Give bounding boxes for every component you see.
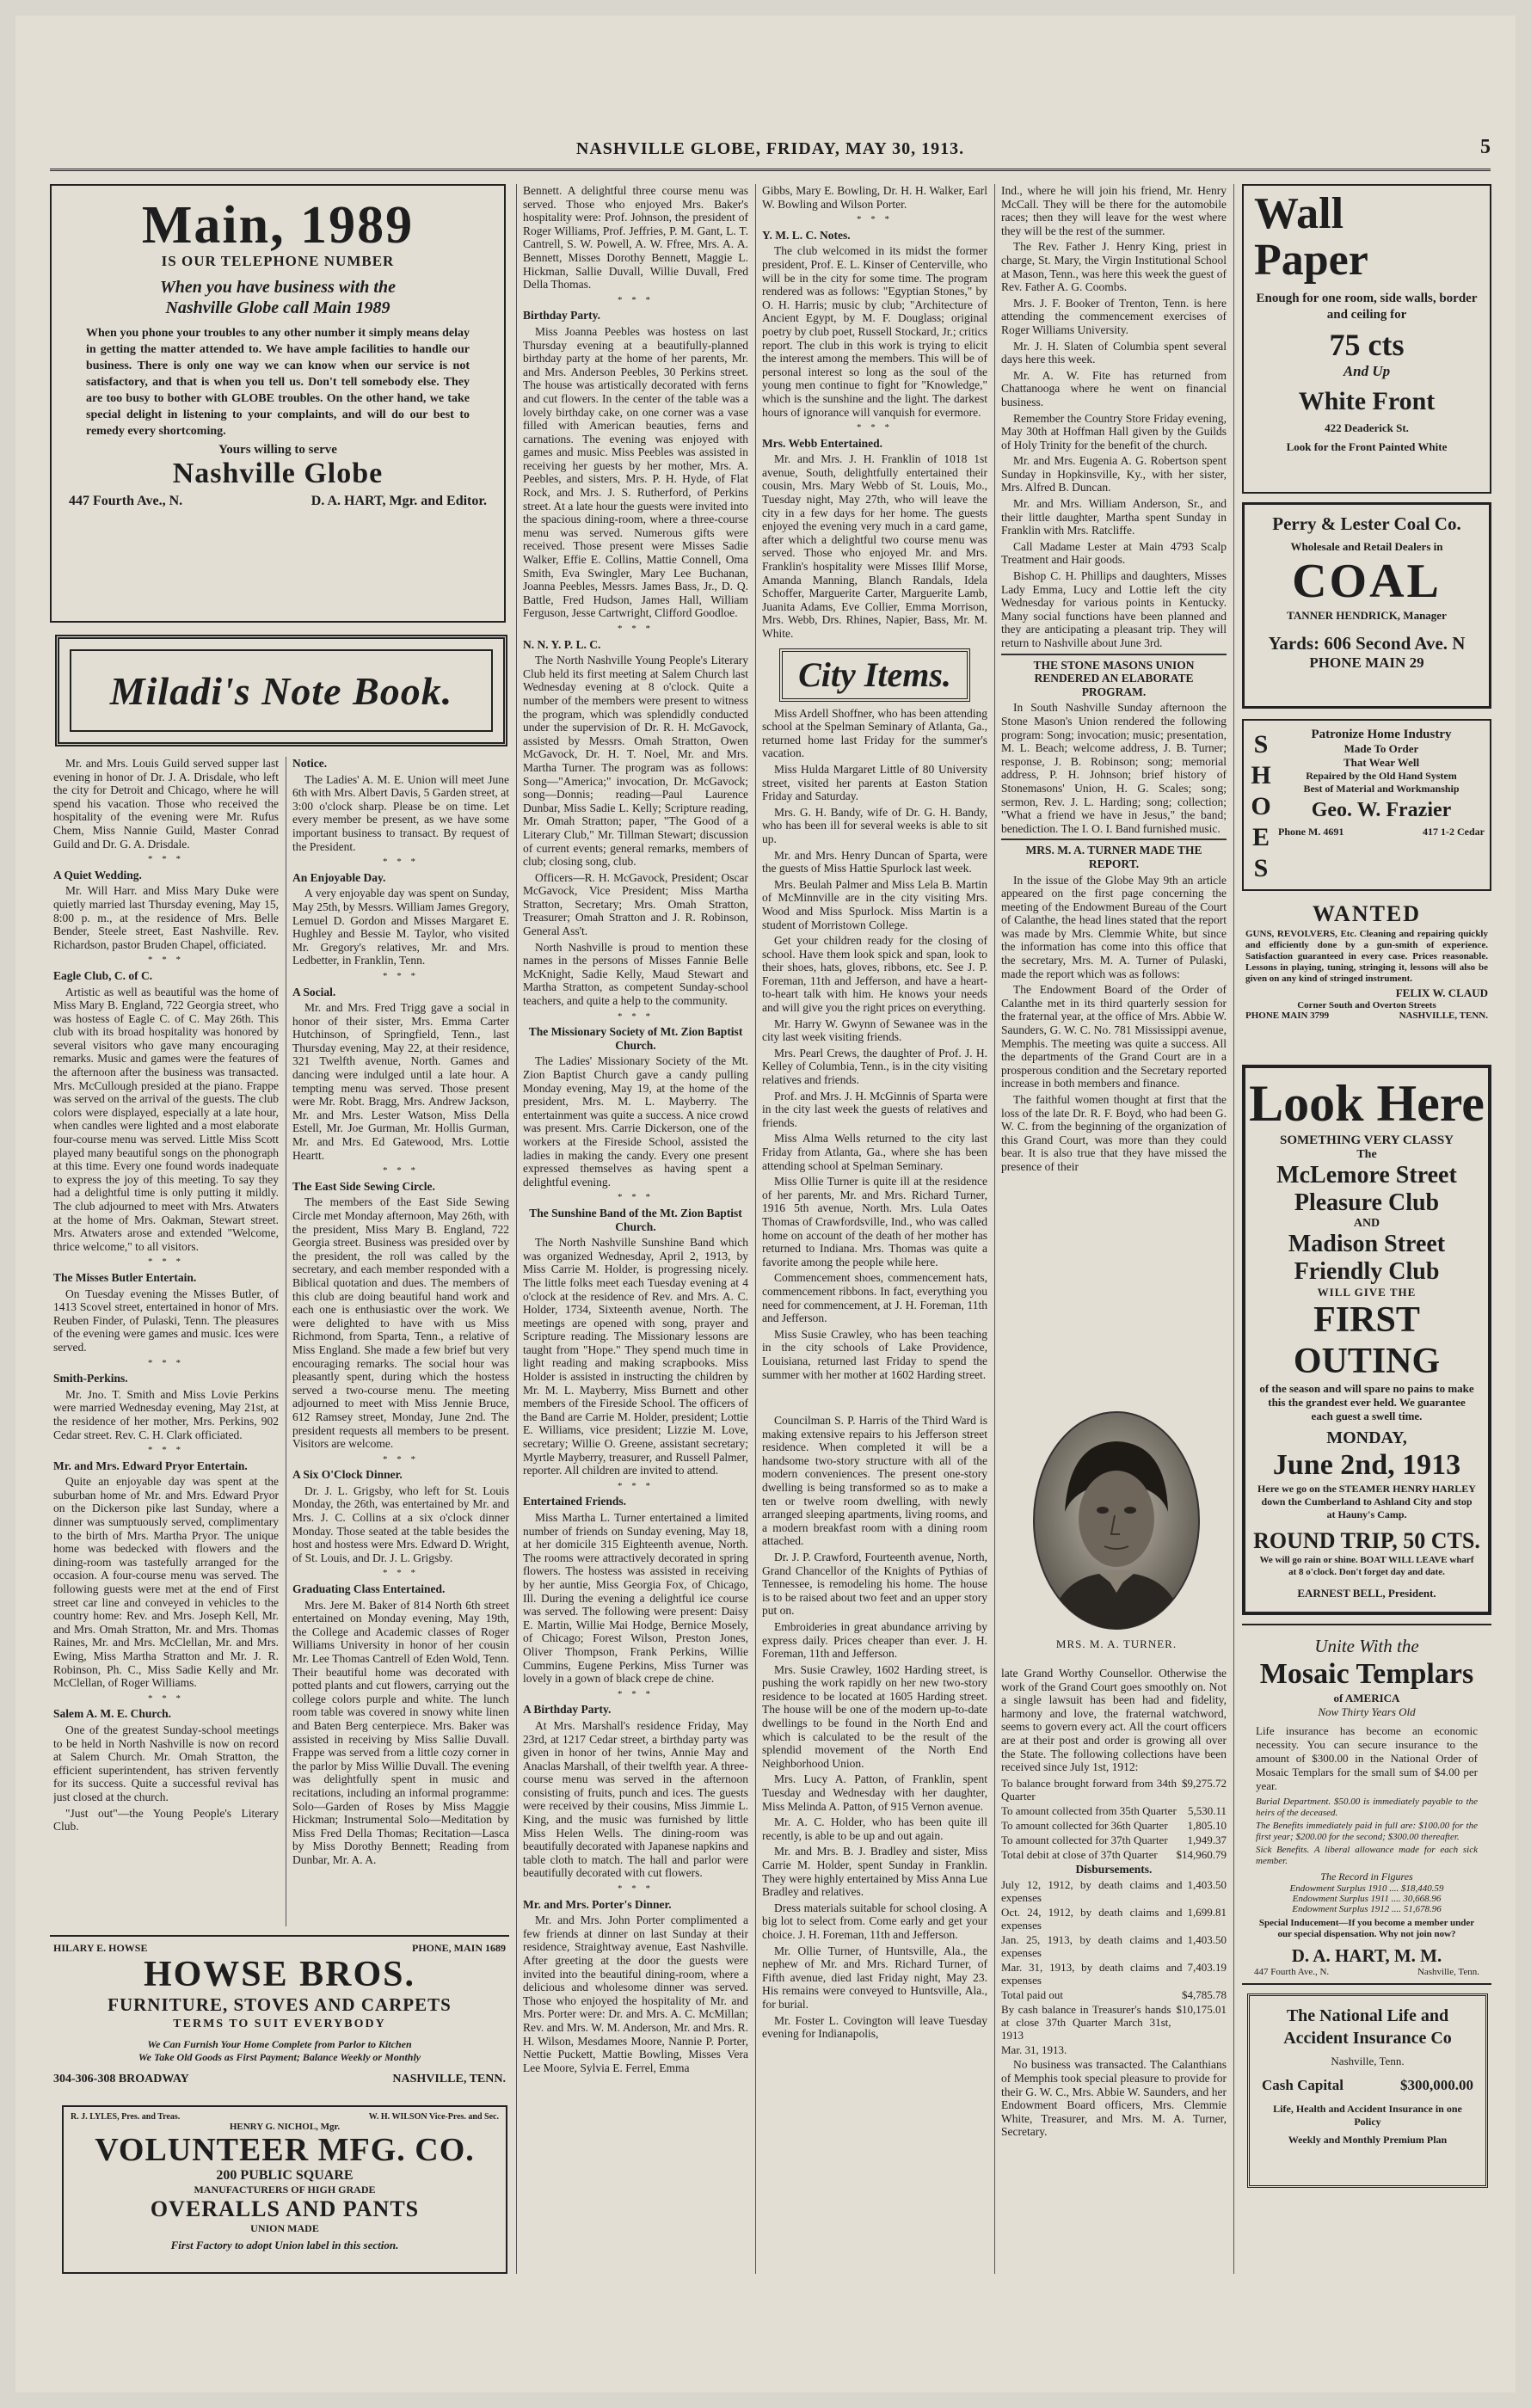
telephone-ad-title: Main, 1989 <box>141 196 415 255</box>
national-line2: Weekly and Monthly Premium Plan <box>1288 2134 1448 2146</box>
ledger-amount: $4,785.78 <box>1182 1988 1227 2002</box>
separator: * * * <box>618 294 654 305</box>
col3-paragraph-2: The North Nashville Young People's Literary Club held its first meeting at Salem Church last Wednesday evening at 8 o'clock. Quite a number of the members were present to witness the program, which was splendidly conducted under the supervision of Dr. R. H. McGavock, assisted by Messrs. Omah Stratton, Owen McGavock, Dr. H. T. Noel, Mr. and Mrs. Martha Turner. The program was as follows: Song—"America;" invocation, Dr. McGavock; song—Donnis; reading—Paul Laurence Dunbar, Miss Sadie L. Kelly; Scripture reading, Mr. Omah Stratton; paper, "The Good of a Literary Club," Mr. Tillman Stewart; discussion of current events; general remarks, members of club; closing song, club. <box>523 654 748 869</box>
col4-paragraph-0: Gibbs, Mary E. Bowling, Dr. H. H. Walker, Earl W. Bowling and Wilson Porter. <box>762 184 987 211</box>
city-item-10: Miss Alma Wells returned to the city last Friday from Atlanta, Ga., where she has been attending school at Spelman Seminary. <box>762 1132 987 1172</box>
wanted-ad <box>1242 901 1491 1056</box>
national-title: The National Life and Accident Insurance Co <box>1283 2006 1452 2048</box>
col2-paragraph-4: The members of the East Side Sewing Circle met Monday afternoon, May 26th, with the president, Miss Mary B. England, 722 Georgia street. Business was presided over by the president, the roll was called by the secretary, and each member responded with a Biblical quotation and dues. The members of this club are doing beautiful hand work and each one is enthusiastic over the work. We were delighted to have with us Miss Richmond, from Sparta, Tenn., a relative of Miss England. She made a few brief but very encouraging remarks. The social hour was pleasantly spent, during which the hostess served a two-course menu. The meeting adjourned to meet with Miss Jennie Bruce, 612 Ramsey street, Monday, June 2nd. The president requests all members to be present. Visitors are welcome. <box>292 1195 509 1451</box>
col2-paragraph-6: Mrs. Jere M. Baker of 814 North 6th street entertained on Monday evening, May 19th, the College and Academic classes of Roger Williams University in honor of her cousin Mr. Lee Thomas Cantrell of Eden Wold, Tenn. Their beautiful home was decorated with potted plants and cut flowers, carrying out the college colors purple and white. The lunch room table was covered in snowy white linen and Baten Berg centerpiece. Mrs. Baker was assisted in receiving by Miss Sallie Duvall. Frappe was served from a little cozy corner in the parlor by Miss Willie Duvall. The evening was delightfully spent in music and recitations, including an informal programme: Solo—Garden of Roses by Miss Maggie Hickman; Instrumental Solo—Meditation by Miss Fred Della Thomas; Recitation—Lasca by Miss Dorothy Bennett; Reading from Dunbar, Mr. A. A. <box>292 1598 509 1866</box>
national-line1: Life, Health and Accident Insurance in one Policy <box>1273 2103 1462 2128</box>
ledger-row <box>1001 1961 1227 1987</box>
city-item-6: Get your children ready for the closing of school. Have them look spick and span, look to their shoes, hats, gloves, ribbons, etc. See J. P. Foreman, 11th and Jefferson, and have a heart-to-heart talk with him. He knows your needs and will give you the right prices on everything. <box>762 934 987 1015</box>
howse-city: NASHVILLE, TENN. <box>392 2073 506 2086</box>
ledger-row <box>1001 1988 1227 2001</box>
lookhere-s5: Madison Street Friendly Club <box>1288 1231 1446 1285</box>
mosaic-city: Nashville, Tenn. <box>1417 1967 1479 1977</box>
city-items-title: City Items. <box>798 654 951 694</box>
city-item-7: Mr. Harry W. Gwynn of Sewanee was in the city last week visiting friends. <box>762 1017 987 1044</box>
col5-heading-1: THE STONE MASONS UNION RENDERED AN ELABORATE PROGRAM. <box>1033 658 1195 698</box>
wallpaper-look: Look for the Front Painted White <box>1286 440 1448 453</box>
telephone-ad <box>50 184 506 623</box>
city-item-9: Prof. and Mrs. J. H. McGinnis of Sparta were in the city last week the guests of relatives and friends. <box>762 1089 987 1129</box>
wall-paper-ad <box>1242 184 1491 494</box>
col2-heading-3: A Social. <box>292 985 336 998</box>
column-5 <box>1001 184 1227 1397</box>
col3-heading-2: N. N. Y. P. L. C. <box>523 637 601 651</box>
telephone-ad-body: When you phone your troubles to any other number it simply means delay in getting the matter attended to. We have ample facilities to handle our business. There is only one way we can know when our service is not satisfactory, and that is when you tell us. Don't tell somebody else. They are too busy to bother with GLOBE troubles. On the other hand, we take special delight in listening to your complaints, and will do our best to remedy every shortcoming. <box>86 327 470 438</box>
miladi-title: Miladi's Note Book. <box>109 668 453 713</box>
howse-line1: We Can Furnish Your Home Complete from Parlor to Kitchen <box>147 2038 412 2050</box>
col4-paragraph-2: Mr. and Mrs. J. H. Franklin of 1018 1st avenue, South, delightfully entertained their cousin, Mrs. Mary Webb of St. Louis, Mo., Tuesday night, May 27th, who will leave the city in a few days for her home. The guests enjoyed the evening very much in a card game, after which a delightful two course menu was served. Those who enjoyed Mr. and Mrs. Franklin's hospitality were Misses Illif Morse, Amanda Manning, Blanch Randals, Idela Schoffer, Marguerite Carter, Marguerite Lamb, Juanita Adams, Eve Collier, Emma Morrison, Mrs. Webb, Drs. Rhines, Napier, Bass, Mr. M. White. <box>762 452 987 640</box>
mosaic-r2: Endowment Surplus 1911 .... 30,668.96 <box>1292 1894 1442 1904</box>
ledger-amount: 5,530.11 <box>1187 1803 1227 1817</box>
look-here-ad <box>1242 1065 1491 1615</box>
volunteer-officers <box>64 2107 506 2122</box>
receipts-table <box>1001 1777 1227 1861</box>
wallpaper-address: 422 Deaderick St. <box>1325 421 1409 434</box>
city-item-12: Commencement shoes, commencement hats, commencement ribbons. In fact, everything you need for commencement, at J. H. Foreman, 11th and Jefferson. <box>762 1271 987 1325</box>
coal-subtitle: Wholesale and Retail Dealers in <box>1290 540 1443 553</box>
column-4 <box>762 184 987 1414</box>
telephone-ad-name: Nashville Globe <box>172 458 384 489</box>
col5-paragraph-11: In the issue of the Globe May 9th an article appeared on the first page concerning the meeting of the Endowment Bureau of the Court of Calanthe, the head lines stated that the report was made by Mrs. Clemmie White, but since the information has come into this office that the secretary, Mrs. M. A. Turner of Pulaski, made the report which was as follows: <box>1001 873 1227 980</box>
wanted-corner: Corner South and Overton Streets <box>1297 1000 1436 1010</box>
howse-terms: TERMS TO SUIT EVERYBODY <box>173 2018 386 2030</box>
col1-paragraph-4: Mr. Jno. T. Smith and Miss Lovie Perkins were married Wednesday evening, May 21st, at the residence of her mother, Mrs. Perkins, 902 Cedar street. Rev. C. H. Clark officiated. <box>53 1387 279 1441</box>
ledger-label: To amount collected from 35th Quarter <box>1001 1803 1177 1817</box>
col3-paragraph-7: Miss Martha L. Turner entertained a limited number of friends on Sunday evening, May 18, at her domicile 315 Eighteenth avenue, North. The rooms were attractively decorated in spring flowers. The hostess was assisted in receiving by her auntie, Miss Georgia Fox, of Chicago, Ill. During the evening a delightful ice course was served. The following were present: Daisy E. Martin, Willie Mai Hodge, Bernice Mosely, of Chicago; Forest Wilson, Preston Jones, Oliver Thompson, Frank Perkins, Willie Cummins, Eugene Perkins, Miss Turner was lovely in a gown of black crepe de chine. <box>523 1511 748 1686</box>
disbursements-heading: Disbursements. <box>1075 1862 1153 1876</box>
lookhere-s12: ROUND TRIP, 50 CTS. <box>1253 1528 1480 1553</box>
disbursements-table <box>1001 1878 1227 2056</box>
mosaic-l2: of AMERICA <box>1333 1692 1400 1705</box>
col1-paragraph-5: Quite an enjoyable day was spent at the suburban home of Mr. and Mrs. Edward Pryor on the Dickerson pike last Sunday, where a dinner was sumptuously served, complimentary to the birth of Mrs. Martha Pryor. The unique home was bedecked with flowers and the dining-room was tastefully arranged for the occasion. A four-course menu was served. The following guests were met at the end of First street car line and conveyed in vehicles to the country home: Rev. and Mrs. Joseph Kell, Mr. and Mrs. Omah Stratton, Mr. and Mrs. Thomas Raines, Mr. and Mrs. McClellan, Mr. and Mrs. Ewing, Miss Martha Stratton and Mr. J. R. Robinson, Ph. C., Miss Sadie Kelly and Mr. McClellan, of Roger Williams. <box>53 1475 279 1690</box>
mosaic-benefits: The Benefits immediately paid in full are: $100.00 for the first year; $200.00 for the second; $300.00 thereafter. <box>1256 1821 1478 1842</box>
column-rule <box>755 184 756 2274</box>
ledger-amount: $14,960.79 <box>1176 1847 1227 1861</box>
ledger-amount: 1,403.50 <box>1187 1933 1227 1947</box>
col1-paragraph-2: Artistic as well as beautiful was the home of Miss Mary B. England, 722 Georgia street, who was hostess of Eagle C. of C. May 26th. This club with its broad hospitality was honored by several visitors who gave many encouraging remarks. Music and games were the features of the afternoon after the business was transacted. Mrs. McCullough presided at the piano. Frappe was served on the arrival of the guests. The club colors were displayed, especially at a late hour, when candles were lighted and a most elaborate four-course menu was served. Little Miss Scott played many beautiful songs on the phonograph at this time. Every one found words inadequate to express the joy of this meeting. To say they had a delightful time is only putting it mildly. The club adjourned to meet with Mrs. Atwaters at the home of Mrs. Oakman, Stewart street. Mrs. Atwaters arose and extended "Welcome, thrice welcome," to all visitors. <box>53 985 279 1253</box>
col3-paragraph-4: North Nashville is proud to mention these names in the persons of Misses Fannie Belle McKnight, Sadie Kelly, Maud Stewart and Martha Stratton, as competent Sunday-school teachers, and quite a help to the community. <box>523 940 748 1008</box>
howse-title: HOWSE BROS. <box>143 1955 416 1994</box>
wallpaper-title-2: Paper <box>1254 236 1368 285</box>
city-item-2: Miss Hulda Margaret Little of 80 University street, visited her parents at Easton Station Friday and Saturday. <box>762 762 987 803</box>
shoes-details <box>1278 728 1485 838</box>
wallpaper-front: White Front <box>1298 387 1436 415</box>
city-item-1: Miss Ardell Shoffner, who has been attending school at the Spelman Seminary of Atlanta, Ga., returned home last Friday for the summer's vacation. <box>762 706 987 760</box>
wallpaper-title-1: Wall <box>1254 189 1344 238</box>
col2-paragraph-2: A very enjoyable day was spent on Sunday, May 25th, by Messrs. William James Gregory, Lemuel D. Gordon and Misses Margaret E. Hughley and Bessie M. Taylor, who visited Mr. Gregory's relatives, Mr. and Mrs. Ledbetter, in Franklin, Tenn. <box>292 887 509 968</box>
city-item-19: Mr. A. C. Holder, who has been quite ill recently, is able to be up and out again. <box>762 1815 987 1842</box>
coal-title: Perry & Lester Coal Co. <box>1272 513 1461 534</box>
separator: * * * <box>148 955 184 966</box>
col3-heading-5: Entertained Friends. <box>523 1495 626 1508</box>
mosaic-l3: Now Thirty Years Old <box>1318 1705 1416 1718</box>
col3-paragraph-6: The North Nashville Sunshine Band which was organized Wednesday, April 2, 1913, by Miss Carrie M. Holder, is progressing nicely. The little folks meet each Tuesday evening at 4 o'clock at the residence of Rev. and Mrs. A. C. Holder, 1734, Sixteenth avenue, North. The meetings are opened with song, prayer and Scripture reading. The Missionary lessons are taught from "Hope." They spend much time in light reading and making scrapbooks. Miss Holder is assisted in instructing the children by Mr. M. L. Mayberry, Miss Burnett and other members of the Fireside School. The officers of the Band are Carrie M. Holder, president; Lottie E. Williams, vice president; Lizzie M. Love, secretary; Willie O. Greene, assistant secretary; Myrtle Mayberry, treasurer, and Russell Palmer, reporter. All children are invited to attend. <box>523 1236 748 1477</box>
wanted-phone: PHONE MAIN 3799 <box>1245 1010 1330 1021</box>
masthead-title: NASHVILLE GLOBE, FRIDAY, MAY 30, 1913. <box>575 139 965 158</box>
city-item-13: Miss Susie Crawley, who has been teaching in the city schools of Lake Providence, Louisiana, returned last Friday to spend the summer with her mother at 1602 Harding street. <box>762 1327 987 1381</box>
separator: * * * <box>857 422 893 433</box>
volunteer-products: OVERALLS AND PANTS <box>150 2196 420 2221</box>
ledger-label: To amount collected for 36th Quarter <box>1001 1818 1168 1832</box>
col3-paragraph-1: Miss Joanna Peebles was hostess on last Thursday evening at a beautifully-planned birthday party at the home of her parents, Mr. and Mrs. Anderson Peebles, 30 Perkins street. The house was artistically decorated with ferns and cut flowers. In the center of the table was a lovely birthday cake, on one corner was a vase filled with American beauties, ferns and carnations. The evening was enjoyed with games and music. Miss Peebles was assisted in receiving her guests by her mother, Mrs. A. Peebles, and sisters, Mrs. P. H. Hyde, of Flat Rock, and Mrs. J. S. Rutherford, of Perkins street. At a late hour the guests were invited into the spacious dining-room, where a three-course menu was served. Numerous gifts were received. Those present were Misses Sadie Walker, Effie E. Collins, Mattie Connell, Oma Smith, Eva Swingler, Mary Lee Buchanan, Joanna Peebles, Messrs. James Bass, Jr., D. Q. Battle, Fred Hudson, James Hall, William Ferguson, Jesse Cartwright, Clifford Goodloe. <box>523 324 748 620</box>
col5-paragraph-13: The faithful women thought at first that the loss of the late Dr. R. F. Boyd, who had been G. W. C. from the beginning of the organization of this Grand Court, was more than they could bear. It is also true that they have missed the presence of their <box>1001 1093 1227 1173</box>
mosaic-address: 447 Fourth Ave., N. <box>1254 1967 1330 1977</box>
shoes-side-label: SHOES <box>1251 730 1271 882</box>
mosaic-contact <box>1242 1967 1491 1977</box>
separator: * * * <box>618 1192 654 1203</box>
divider <box>1001 838 1227 840</box>
separator: * * * <box>618 1480 654 1491</box>
howse-bottom-row <box>50 2064 509 2086</box>
mosaic-burial: Burial Department. $50.00 is immediately payable to the heirs of the deceased. <box>1256 1797 1478 1818</box>
ledger-amount: 1,805.10 <box>1187 1818 1227 1832</box>
col5-heading-2: MRS. M. A. TURNER MADE THE REPORT. <box>1025 844 1202 870</box>
wanted-city: NASHVILLE, TENN. <box>1399 1010 1488 1021</box>
lookhere-s3: McLemore Street Pleasure Club <box>1276 1162 1457 1216</box>
ledger-label: By cash balance in Treasurer's hands at close 37th Quarter March 31st, 1913 <box>1001 2003 1171 2042</box>
howse-owner: HILARY E. HOWSE <box>53 1942 148 1954</box>
col5-paragraph-6: Mr. and Mrs. Eugenia A. G. Robertson spent Sunday in Hopkinsville, Ky., with her sister, Mrs. Alfred B. Duncan. <box>1001 454 1227 494</box>
separator: * * * <box>148 1445 184 1456</box>
coal-ad <box>1242 502 1491 709</box>
shoes-name: Geo. W. Frazier <box>1311 799 1452 821</box>
col1-paragraph-1: Mr. Will Harr. and Miss Mary Duke were quietly married last Thursday evening, May 15, 8:00 p. m., at the residence of Mrs. Belle Bender, Steele street, East Nashville. Rev. Richardson, pastor Bruden Chapel, officiated. <box>53 884 279 951</box>
coal-big: COAL <box>1292 555 1442 608</box>
col2-paragraph-3: Mr. and Mrs. Fred Trigg gave a social in honor of their sister, Mrs. Emma Carter Hutchinson, of Springfield, Tenn., last Thursday evening, May 22, at their residence, 321 Twelfth avenue, North. Games and dancing were indulged until a late hour. A tempting menu was served. Those present were Mr. Robt. Bragg, Mrs. Andrew Jackson, Mr. and Mrs. Lester Watson, Miss Della Estell, Mr. Joe Gurman, Mr. Hollis Gurman, Mr. and Mrs. Ed Gatewood, Mrs. Lottie Heartt. <box>292 1001 509 1162</box>
lookhere-s8: of the season and will spare no pains to make this the grandest ever held. We guarantee each guest a swell time. <box>1259 1382 1474 1422</box>
mosaic-templars-ad <box>1242 1624 1491 1985</box>
col5-paragraph-15: No business was transacted. The Calanthians of Memphis took special pleasure to provide for their G. W. C., Mrs. Abbie W. Saunders, and her Endowment Board officers, Mrs. Clemmie White, Treasurer, and Mrs. M. A. Turner, Secretary. <box>1001 2058 1227 2139</box>
column-rule <box>1233 184 1234 2274</box>
col5-paragraph-4: Mr. A. W. Fite has returned from Chattanooga where he went on financial business. <box>1001 368 1227 408</box>
city-items-spacer <box>762 643 987 707</box>
newspaper-page <box>15 15 1516 2393</box>
column-rule <box>994 184 995 2274</box>
column-4-lower <box>762 1414 987 2274</box>
mosaic-l1: Unite With the <box>1314 1636 1419 1656</box>
volunteer-mfg-ad <box>62 2105 507 2274</box>
col5-paragraph-3: Mr. J. H. Slaten of Columbia spent several days here this week. <box>1001 339 1227 366</box>
portrait-caption: MRS. M. A. TURNER. <box>1055 1637 1177 1650</box>
national-life-ad <box>1247 1993 1488 2188</box>
col3-heading-7: Mr. and Mrs. Porter's Dinner. <box>523 1897 672 1911</box>
ledger-label: To balance brought forward from 34th Quarter <box>1001 1776 1177 1803</box>
ledger-amount: 1,949.37 <box>1187 1833 1227 1846</box>
lookhere-s14: EARNEST BELL, President. <box>1297 1587 1436 1600</box>
separator: * * * <box>148 854 184 865</box>
separator: * * * <box>857 214 893 225</box>
howse-top-row <box>50 1937 509 1955</box>
national-cash: Cash Capital <box>1262 2077 1343 2093</box>
shoes-address: 417 1-2 Cedar <box>1423 826 1485 838</box>
city-items-header <box>779 648 970 702</box>
coal-phone: PHONE MAIN 29 <box>1309 654 1424 671</box>
telephone-ad-line2: Nashville Globe call Main 1989 <box>165 298 390 317</box>
volunteer-union: UNION MADE <box>250 2222 319 2234</box>
howse-subtitle: FURNITURE, STOVES AND CARPETS <box>108 1994 452 2015</box>
volunteer-manufacturers: MANUFACTURERS OF HIGH GRADE <box>194 2184 376 2196</box>
shoes-line1: Patronize Home Industry <box>1311 728 1452 741</box>
col3-paragraph-5: The Ladies' Missionary Society of the Mt. Zion Baptist Church gave a candy pulling Monday evening, May 19, at the home of the president, Mrs. M. L. Mayberry. The entertainment was quite a success. A nice crowd was present. Mrs. Carrie Dickerson, one of the workers at the Fireside School, assisted the ladies in making the candy. Every one present expressed themselves as having spent a delightful evening. <box>523 1054 748 1189</box>
mosaic-body: Life insurance has become an economic necessity. You can secure insurance to the amount of $300.00 in the National Order of Mosaic Templars for the small sum of $4.00 per year. <box>1256 1724 1478 1792</box>
shoes-ad <box>1242 719 1491 891</box>
shoes-line3: That Wear Well <box>1343 756 1420 769</box>
col1-heading-5: Mr. and Mrs. Edward Pryor Entertain. <box>53 1459 248 1472</box>
telephone-ad-address: 447 Fourth Ave., N. <box>69 494 183 508</box>
separator: * * * <box>383 857 419 868</box>
col2-heading-4: The East Side Sewing Circle. <box>292 1179 435 1193</box>
city-item-20: Mr. and Mrs. B. J. Bradley and sister, Miss Carrie M. Holder, spent Sunday in Franklin. They were highly entertained by Miss Anna Lue Bradley and relatives. <box>762 1845 987 1899</box>
ledger-row <box>1001 2043 1227 2056</box>
ledger-label: Oct. 24, 1912, by death claims and expenses <box>1001 1906 1183 1932</box>
col3-paragraph-9: Mr. and Mrs. John Porter complimented a few friends at dinner on last Sunday at their residence, Straightway avenue, East Nashville. After greeting at the door the guests were invited into the beautiful dining-room, where a delicious and wholesome dinner was served. Those who enjoyed the hospitality of Mr. and Mrs. Porter were: Dr. and Mrs. A. C. McMillan; Rev. and Mrs. W. M. Anderson, Mr. and Mrs. R. H. Wilson, Mesdames Moore, Nannie P. Porter, Nettie Puckett, Mattie Bowling, Misses Vera Lee Moore, Sylvia E. Ferrel, Emma <box>523 1914 748 2074</box>
separator: * * * <box>618 1883 654 1895</box>
lookhere-s9: MONDAY, <box>1326 1428 1407 1447</box>
column-2 <box>292 757 509 1926</box>
lookhere-s6: WILL GIVE THE <box>1317 1286 1417 1299</box>
city-item-21: Dress materials suitable for school closing. A big lot to select from. Come early and get your choice. J. H. Foreman, 11th and Jefferson. <box>762 1901 987 1941</box>
telephone-ad-line1: When you have business with the <box>160 278 396 297</box>
divider <box>1001 654 1227 655</box>
howse-bros-ad <box>50 1935 509 2098</box>
ledger-label: Jan. 25, 1913, by death claims and expenses <box>1001 1933 1183 1960</box>
ledger-amount: $10,175.01 <box>1176 2003 1227 2017</box>
lookhere-s7: FIRST OUTING <box>1293 1300 1441 1381</box>
wanted-title: WANTED <box>1312 901 1422 926</box>
city-item-5: Mrs. Beulah Palmer and Miss Lela B. Martin of McMinnville are in the city visiting Mrs. Wood and Miss Spurlock. Miss Martin is a student of Morristown College. <box>762 877 987 931</box>
col5-paragraph-0: Ind., where he will join his friend, Mr. Henry McCall. They will be there for the automobile races; then they will leave for the west where they will be the rest of the summer. <box>1001 184 1227 237</box>
col3-paragraph-0: Bennett. A delightful three course menu was served. Those who enjoyed Mrs. Baker's hospitality were: Prof. Johnson, the president of Roger Williams, Prof. Jeffries, P. M. Gant, L. T. Cantrell, S. W. Powell, A. W. Ffree, Mrs. A. A. Bennett, Misses Dorothy Bennett, Maggie L. Hickman, Sallie Duvall, Willie Duvall, Fred Della Thomas. <box>523 184 748 292</box>
lookhere-s2: The <box>1356 1148 1377 1161</box>
volunteer-address: 200 PUBLIC SQUARE <box>216 2168 354 2183</box>
col5-paragraph-7: Mr. and Mrs. William Anderson, Sr., and their little daughter, Martha spent Sunday in Franklin with Mrs. Ratcliffe. <box>1001 497 1227 538</box>
telephone-ad-footer <box>52 490 504 509</box>
ledger-row <box>1001 1777 1227 1803</box>
separator: * * * <box>618 1688 654 1699</box>
column-5-lower <box>1001 1667 1227 2274</box>
ledger-row <box>1001 1906 1227 1932</box>
mosaic-name: D. A. HART, M. M. <box>1291 1945 1442 1966</box>
col5-paragraph-8: Call Madame Lester at Main 4793 Scalp Treatment and Hair goods. <box>1001 539 1227 567</box>
ledger-amount: 7,403.19 <box>1187 1961 1227 1975</box>
col5-paragraph-14: late Grand Worthy Counsellor. Otherwise the work of the Grand Court goes smoothly on. Not a single lawsuit has been had and fidelity, harmony and love, the fraternal watchword, seems to govern every act. All the court officers are at their post and order is growing all over the State. The following collections have been received since July 1st, 1912: <box>1001 1667 1227 1774</box>
col5-paragraph-2: Mrs. J. F. Booker of Trenton, Tenn. is here attending the commencement exercises of Roger Williams University. <box>1001 296 1227 336</box>
col1-intro: Mr. and Mrs. Louis Guild served supper last evening in honor of Dr. J. A. Drisdale, who left the city for Detroit and Chicago, where he will spend his vacation. Those who received the hospitality of the evening were Mr. Rufus Chem, Miss Nannie Guild, Master Conrad Guild and Dr. G. A. Drisdale. <box>53 757 279 851</box>
separator: * * * <box>383 1568 419 1579</box>
separator: * * * <box>383 1453 419 1465</box>
col5-paragraph-5: Remember the Country Store Friday evening, May 30th at Hoffman Hall given by the Guilds of Holy Trinity for the benefit of the church. <box>1001 411 1227 452</box>
col2-paragraph-5: Dr. J. L. Grigsby, who left for St. Louis Monday, the 26th, was entertained by Mr. and Mrs. J. C. Collins at a six o'clock dinner Monday. Those seated at the table besides the host and hostess were Mrs. Edward D. Wright, of St. Louis, and Dr. J. L. Grigsby. <box>292 1484 509 1564</box>
wallpaper-line1: Enough for one room, side walls, border and ceiling for <box>1256 292 1478 322</box>
col2-heading-2: An Enjoyable Day. <box>292 870 386 884</box>
volunteer-vice-president: W. H. WILSON Vice-Pres. and Sec. <box>368 2112 499 2122</box>
ledger-label: Total debit at close of 37th Quarter <box>1001 1847 1158 1861</box>
ledger-label: Mar. 31, 1913, by death claims and expenses <box>1001 1961 1183 1987</box>
shoes-line5: Best of Material and Workmanship <box>1303 783 1460 795</box>
portrait-image <box>1030 1409 1202 1632</box>
lookhere-title: Look Here <box>1249 1075 1485 1132</box>
national-capital <box>1250 2068 1485 2094</box>
ledger-label: Mar. 31, 1913. <box>1001 2043 1067 2057</box>
wanted-name: FELIX W. CLAUD <box>1395 986 1488 999</box>
ledger-row <box>1001 1834 1227 1846</box>
shoes-contact <box>1278 826 1485 838</box>
wanted-body: GUNS, REVOLVERS, Etc. Cleaning and repairing quickly and efficiently done by a gun-smith of experience. Satisfaction guaranteed in every case. Prices reasonable. Lessons in playing, tuning, stringing it, lessons will also be given on any kind of stringed instrument. <box>1245 929 1488 984</box>
ledger-row <box>1001 1933 1227 1959</box>
separator: * * * <box>383 1165 419 1176</box>
city-item-18: Mrs. Lucy A. Patton, of Franklin, spent Tuesday and Wednesday with her daughter, Miss Melinda A. Patton, of 915 Vernon avenue. <box>762 1772 987 1813</box>
lookhere-s11: Here we go on the STEAMER HENRY HARLEY down the Cumberland to Ashland City and stop at Hauny's Camp. <box>1257 1483 1476 1520</box>
ledger-row <box>1001 1878 1227 1904</box>
national-amount: $300,000.00 <box>1400 2077 1473 2093</box>
separator: * * * <box>618 624 654 634</box>
masthead <box>50 134 1491 171</box>
mosaic-r3: Endowment Surplus 1912 .... 51,678.96 <box>1292 1904 1442 1914</box>
col1-paragraph-7: "Just out"—the Young People's Literary Club. <box>53 1806 279 1834</box>
ledger-row <box>1001 2003 1227 2042</box>
col4-heading-2: Mrs. Webb Entertained. <box>762 436 883 450</box>
col5-paragraph-9: Bishop C. H. Phillips and daughters, Misses Lady Emma, Lucy and Lottie left the city Wednesday for various points in Kentucky. Many social functions have been planned and they are anticipating a pleasant trip. They will return to Nashville about June 3rd. <box>1001 569 1227 649</box>
mosaic-title: Mosaic Templars <box>1259 1658 1474 1690</box>
col2-heading-5: A Six O'Clock Dinner. <box>292 1468 403 1482</box>
lookhere-s4: AND <box>1353 1217 1380 1230</box>
col2-heading-6: Graduating Class Entertained. <box>292 1582 446 1596</box>
ledger-row <box>1001 1804 1227 1817</box>
ledger-row <box>1001 1819 1227 1832</box>
separator: * * * <box>148 1692 184 1704</box>
city-item-23: Mr. Foster L. Covington will leave Tuesday evening for Indianapolis, <box>762 2013 987 2041</box>
telephone-ad-editor: D. A. HART, Mgr. and Editor. <box>311 494 487 508</box>
separator: * * * <box>618 1010 654 1022</box>
shoes-phone: Phone M. 4691 <box>1278 826 1344 838</box>
col5-paragraph-1: The Rev. Father J. Henry King, priest in charge, St. Mary, the Virgin Institutional School at Mason, Tenn., was here this week the guest of Rev. Father A. G. Coombs. <box>1001 240 1227 294</box>
city-item-15: Dr. J. P. Crawford, Fourteenth avenue, North, Grand Chancellor of the Knights of Pythias of Tennessee, is remodeling his home. The house is to be raised about two feet and an upper story put on. <box>762 1550 987 1618</box>
col2-heading-1: Notice. <box>292 757 328 770</box>
col3-heading-6: A Birthday Party. <box>523 1703 612 1717</box>
coal-yards: Yards: 606 Second Ave. N <box>1268 633 1466 654</box>
volunteer-president: R. J. LYLES, Pres. and Treas. <box>71 2112 181 2122</box>
lookhere-s1: SOMETHING VERY CLASSY <box>1279 1133 1454 1147</box>
mosaic-record: The Record in Figures <box>1320 1870 1413 1883</box>
telephone-ad-subtitle: IS OUR TELEPHONE NUMBER <box>161 253 395 269</box>
national-city: Nashville, Tenn. <box>1331 2055 1405 2067</box>
lookhere-s10: June 2nd, 1913 <box>1272 1449 1461 1481</box>
volunteer-footer: First Factory to adopt Union label in this section. <box>170 2239 399 2251</box>
volunteer-title: VOLUNTEER MFG. CO. <box>95 2132 475 2168</box>
col4-heading-1: Y. M. L. C. Notes. <box>762 228 851 242</box>
ledger-amount: $9,275.72 <box>1182 1776 1227 1790</box>
col1-heading-4: Smith-Perkins. <box>53 1372 128 1385</box>
col1-paragraph-6: One of the greatest Sunday-school meetings to be held in North Nashville is now on record at Salem Church. Mr. Omah Stratton, the efficient superintendent, has striven fervently for its success. Quite a successful revival has just closed at the church. <box>53 1723 279 1803</box>
separator: * * * <box>383 970 419 981</box>
ledger-row <box>1001 1848 1227 1861</box>
wallpaper-price: 75 cts <box>1329 328 1405 362</box>
shoes-line2: Made To Order <box>1343 742 1419 755</box>
ledger-label: To amount collected for 37th Quarter <box>1001 1833 1168 1846</box>
howse-phone: PHONE, MAIN 1689 <box>412 1942 506 1954</box>
page-number: 5 <box>1480 136 1491 158</box>
col3-heading-1: Birthday Party. <box>523 309 600 322</box>
city-item-11: Miss Ollie Turner is quite ill at the residence of her parents, Mr. and Mrs. Richard Turner, 1916 5th avenue, North. Mrs. Lula Oates Thomas of Crawfordsville, Ind., who was called home on account of the death of her mother has returned to Indiana. Mrs. Thomas was quite a favorite among the people while here. <box>762 1175 987 1268</box>
miladi-inner-frame <box>70 649 493 732</box>
portrait-mrs-turner <box>1030 1409 1202 1632</box>
ledger-amount: 1,403.50 <box>1187 1878 1227 1892</box>
wallpaper-up: And Up <box>1343 363 1391 379</box>
wanted-contact <box>1242 1010 1491 1021</box>
col1-heading-6: Salem A. M. E. Church. <box>53 1707 172 1721</box>
separator: * * * <box>148 1256 184 1268</box>
miladi-header <box>55 635 507 746</box>
mosaic-special: Special Inducement—If you become a member under our special dispensation. Why not join now? <box>1258 1918 1475 1939</box>
city-item-16: Embroideries in great abundance arriving by express daily. Prices cheaper than ever. J. H. Foreman, 11th and Jefferson. <box>762 1619 987 1661</box>
volunteer-manager: HENRY G. NICHOL, Mgr. <box>229 2122 341 2132</box>
separator: * * * <box>148 1357 184 1368</box>
col2-paragraph-1: The Ladies' A. M. E. Union will meet June 6th with Mrs. Albert Davis, 5 Garden street, at 3:00 o'clock sharp. Please be on time. Let every member be present, as we have some important business to transact. By request of the President. <box>292 772 509 853</box>
ledger-label: July 12, 1912, by death claims and expenses <box>1001 1878 1183 1905</box>
howse-address: 304-306-308 BROADWAY <box>53 2073 189 2086</box>
col3-heading-3: The Missionary Society of Mt. Zion Baptist Church. <box>528 1025 743 1052</box>
col3-paragraph-8: At Mrs. Marshall's residence Friday, May 23rd, at 1217 Cedar street, a birthday party was given in honor of her twins, Annie May and Anaclas Marshall, of their twelfth year. A three-course menu was served in the afternoon consisting of fruits, punch and ices. The guests were received by their cousins, Miss Jimmie L. King, and the music was furnished by little Miss Helen Wells. The dining-room was beautifully decorated with Japanese napkins and table cloth to match. The hall and parlor were beautifully decorated with cut flowers. <box>523 1718 748 1880</box>
howse-line2: We Take Old Goods as First Payment; Balance Weekly or Monthly <box>138 2051 421 2063</box>
col4-paragraph-1: The club welcomed in its midst the former president, Prof. E. L. Kinser of Centerville, who will be in the city for some time. The program rendered was as follows: "Egyptian Stones," by O. H. Harris; music by club; "Architecture of Ancient Egypt, by M. F. Douglass; original poetry by club poet, Russell Stockard, Jr.; critics report. The club in this work is trying to elicit the interest among the members. This will be of personal interest so long as the soul of the young men continue to fight for "Knowledge," which is the sunshine and the light. The darkest hours of ignorance will vanquish for evermore. <box>762 244 987 419</box>
city-item-4: Mr. and Mrs. Henry Duncan of Sparta, were the guests of Miss Hattie Spurlock last week. <box>762 848 987 875</box>
col5-paragraph-10: In South Nashville Sunday afternoon the Stone Mason's Union rendered the following program: Song; invocation; music; presentation, M. L. Beach; welcome address, J. B. Turner; response, J. B. Robinson; song; memorial address, P. H. Johnson; brief history of Stonemasons' Union, H. G. Scales; song; sermon, Rev. J. L. Harding; song; collection; "What a friend we have in Jesus," the band; benediction. The I. O. I. Band furnished music. <box>1001 701 1227 835</box>
column-3 <box>523 184 748 2274</box>
city-item-8: Mrs. Pearl Crews, the daughter of Prof. J. H. Kelley of Columbia, Tenn., is in the city visiting relatives and friends. <box>762 1046 987 1087</box>
telephone-ad-yours: Yours willing to serve <box>218 443 337 457</box>
col3-paragraph-3: Officers—R. H. McGavock, President; Oscar McGavock, Vice President; Miss Martha Stratton, Secretary; Mrs. Omah Stratton, Treasurer; Omah Stratton and J. R. Robinson, General Ass't. <box>523 870 748 938</box>
column-1 <box>53 757 279 1926</box>
shoes-line4: Repaired by the Old Hand System <box>1306 770 1457 782</box>
column-rule <box>516 184 517 2274</box>
col3-heading-4: The Sunshine Band of the Mt. Zion Baptist Church. <box>529 1206 742 1233</box>
col1-heading-2: Eagle Club, C. of C. <box>53 968 153 982</box>
mosaic-r1: Endowment Surplus 1910 .... $18,440.59 <box>1289 1883 1444 1894</box>
col5-paragraph-12: The Endowment Board of the Order of Calanthe met in its third quarterly session for the fraternal year, at the office of Mrs. Abbie W. Saunders, G. W. C. No. 781 Mississippi avenue, Memphis. The meeting was quite a success. All the departments of the Grand Court are in a prosperous condition and the Secretary reported increase in both members and finance. <box>1001 983 1227 1090</box>
ledger-label: Total paid out <box>1001 1988 1064 2002</box>
city-item-17: Mrs. Susie Crawley, 1602 Harding street, is pushing the work rapidly on her new two-story residence to be located at 1605 Harding street. The house will be one of the modern up-to-date dwellings to be found in the North End and which is calculated to be the result of the splendid movement of the North End Neighborhood Union. <box>762 1662 987 1770</box>
lookhere-s13: We will go rain or shine. BOAT WILL LEAVE wharf at 8 o'clock. Don't forget day and date. <box>1259 1555 1474 1577</box>
ledger-amount: 1,699.81 <box>1187 1906 1227 1920</box>
city-item-14: Councilman S. P. Harris of the Third Ward is making extensive repairs to his Jefferson street residence. When completed it will be a handsome two-story structure with all of the modern conveniences. The present one-story dwelling is being transformed so as to make a ten or twelve room dwelling, with newly arranged sleeping apartments, living rooms, and a modern breakfast room with a dining room attached. <box>762 1414 987 1548</box>
city-item-3: Mrs. G. H. Bandy, wife of Dr. G. H. Bandy, who has been ill for several weeks is able to sit up. <box>762 805 987 845</box>
mosaic-sick: Sick Benefits. A liberal allowance made for each sick member. <box>1256 1845 1478 1866</box>
col1-paragraph-3: On Tuesday evening the Misses Butler, of 1413 Scovel street, entertained in honor of Mrs. Reuben Finder, of Pulaski, Tenn. The pleasures of the evening were games and music. Ices were served. <box>53 1287 279 1354</box>
city-item-22: Mr. Ollie Turner, of Huntsville, Ala., the nephew of Mr. and Mrs. Richard Turner, of Fifth avenue, died last Friday night, May 23. His remains were conveyed to Huntsville, Ala., for burial. <box>762 1944 987 2011</box>
coal-manager: TANNER HENDRICK, Manager <box>1287 609 1447 622</box>
col1-heading-1: A Quiet Wedding. <box>53 868 142 882</box>
col1-heading-3: The Misses Butler Entertain. <box>53 1270 197 1284</box>
